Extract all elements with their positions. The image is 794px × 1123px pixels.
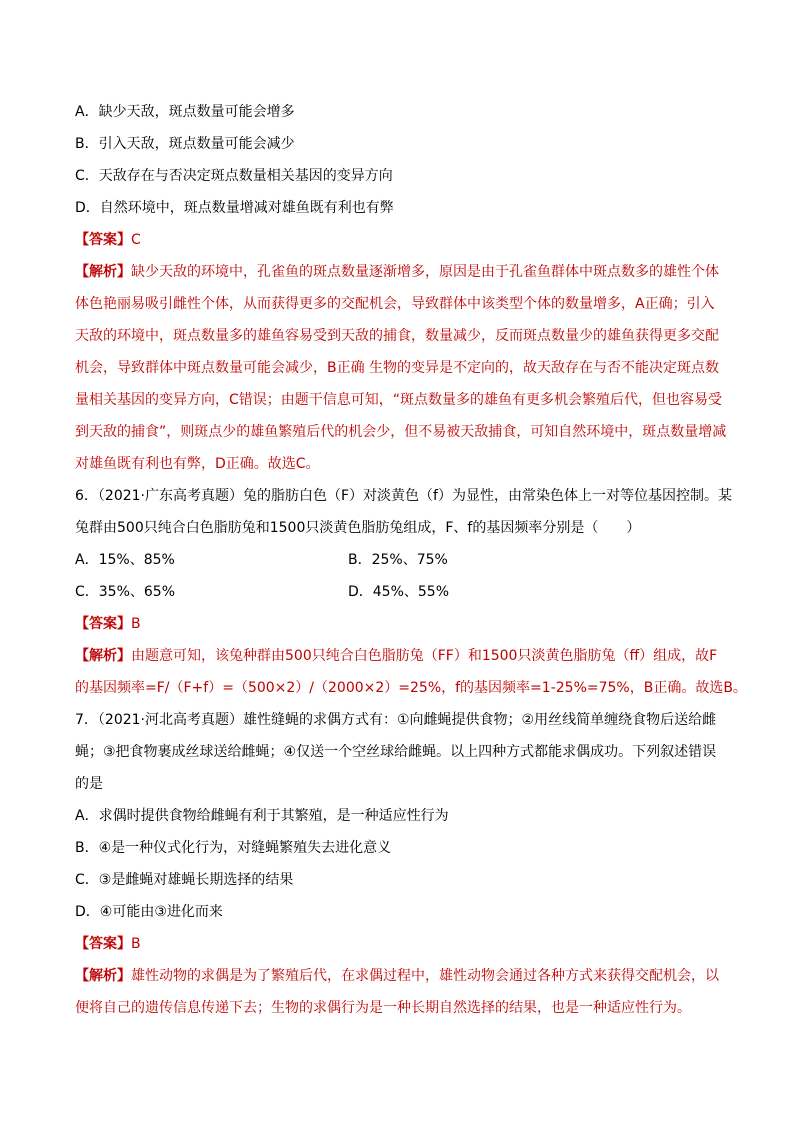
q5-option-c: C．天敌存在与否决定斑点数量相关基因的变异方向 — [75, 168, 393, 184]
q6-stem-line: 兔群由500只纯合白色脂肪兔和1500只淡黄色脂肪兔组成，F、f的基因频率分别是（ ） — [75, 520, 641, 536]
answer-value: B — [131, 936, 141, 952]
q7-option-b: B．④是一种仪式化行为，对缝蝇繁殖失去进化意义 — [75, 840, 392, 856]
q6-analysis-line: 的基因频率=F/（F+f）=（500×2）/（2000×2）=25%，f的基因频率=1-25%=75%，B正确。故选B。 — [75, 680, 747, 696]
q5-option-a: A．缺少天敌，斑点数量可能会增多 — [75, 104, 295, 120]
q5-answer — [75, 231, 141, 249]
q6-option-c: C．35%、65% — [75, 584, 176, 600]
q5-analysis-line — [75, 263, 719, 281]
answer-tag: 【答案】 — [75, 616, 131, 632]
q6-option-d: D．45%、55% — [348, 584, 450, 600]
q7-answer — [75, 935, 141, 953]
analysis-tag: 【解析】 — [75, 264, 131, 280]
answer-value: C — [131, 232, 141, 248]
q5-analysis-line: 机会，导致群体中斑点数量可能会减少，B正确 生物的变异是不定向的，故天敌存在与否不能决定斑点数 — [75, 360, 720, 376]
q5-analysis-line: 体色艳丽易吸引雌性个体，从而获得更多的交配机会，导致群体中该类型个体的数量增多，A正确；引入 — [75, 296, 715, 312]
analysis-text: 雄性动物的求偶是为了繁殖后代，在求偶过程中，雄性动物会通过各种方式来获得交配机会，以 — [131, 968, 719, 984]
analysis-text: 由题意可知，该兔种群由500只纯合白色脂肪兔（FF）和1500只淡黄色脂肪兔（ff）组成，故F — [131, 648, 718, 664]
q6-option-b: B．25%、75% — [348, 552, 448, 568]
q6-answer — [75, 615, 141, 633]
q7-option-c: C．③是雌蝇对雄蝇长期选择的结果 — [75, 872, 294, 888]
q7-stem-line: 蝇；③把食物裹成丝球送给雌蝇；④仅送一个空丝球给雌蝇。以上四种方式都能求偶成功。下列叙述错误 — [75, 744, 717, 760]
q5-analysis-line: 量相关基因的变异方向，C错误；由题干信息可知，“斑点数量多的雄鱼有更多机会繁殖后代，但也容易受 — [75, 392, 723, 408]
answer-tag: 【答案】 — [75, 232, 131, 248]
analysis-tag: 【解析】 — [75, 968, 131, 984]
q7-analysis-line — [75, 967, 719, 985]
q7-analysis-line: 便将自己的遗传信息传递下去；生物的求偶行为是一种长期自然选择的结果，也是一种适应性行为。 — [75, 1000, 691, 1016]
q7-stem-line: 的是 — [75, 776, 103, 792]
analysis-text: 缺少天敌的环境中，孔雀鱼的斑点数量逐渐增多，原因是由于孔雀鱼群体中斑点数多的雄性个体 — [131, 264, 719, 280]
q7-stem-line: 7．（2021·河北高考真题）雄性缝蝇的求偶方式有：①向雌蝇提供食物；②用丝线简单缠绕食物后送给雌 — [75, 712, 717, 728]
q5-option-b: B．引入天敌，斑点数量可能会减少 — [75, 136, 295, 152]
q5-analysis-line: 到天敌的捕食”，则斑点少的雄鱼繁殖后代的机会少，但不易被天敌捕食，可知自然环境中，斑点数量增减 — [75, 424, 727, 440]
q5-analysis-line: 天敌的环境中，斑点数量多的雄鱼容易受到天敌的捕食，数量减少，反而斑点数量少的雄鱼获得更多交配 — [75, 328, 719, 344]
q7-option-d: D．④可能由③进化而来 — [75, 904, 223, 920]
answer-tag: 【答案】 — [75, 936, 131, 952]
q6-option-a: A．15%、85% — [75, 552, 175, 568]
analysis-tag: 【解析】 — [75, 648, 131, 664]
q7-option-a: A．求偶时提供食物给雌蝇有利于其繁殖，是一种适应性行为 — [75, 808, 449, 824]
q5-analysis-line: 对雄鱼既有利也有弊，D正确。故选C。 — [75, 456, 320, 472]
answer-value: B — [131, 616, 141, 632]
q5-option-d: D．自然环境中，斑点数量增减对雄鱼既有利也有弊 — [75, 200, 394, 216]
q6-analysis-line — [75, 647, 717, 665]
q6-stem-line: 6．（2021·广东高考真题）兔的脂肪白色（F）对淡黄色（f）为显性，由常染色体上一对等位基因控制。某 — [75, 488, 732, 504]
